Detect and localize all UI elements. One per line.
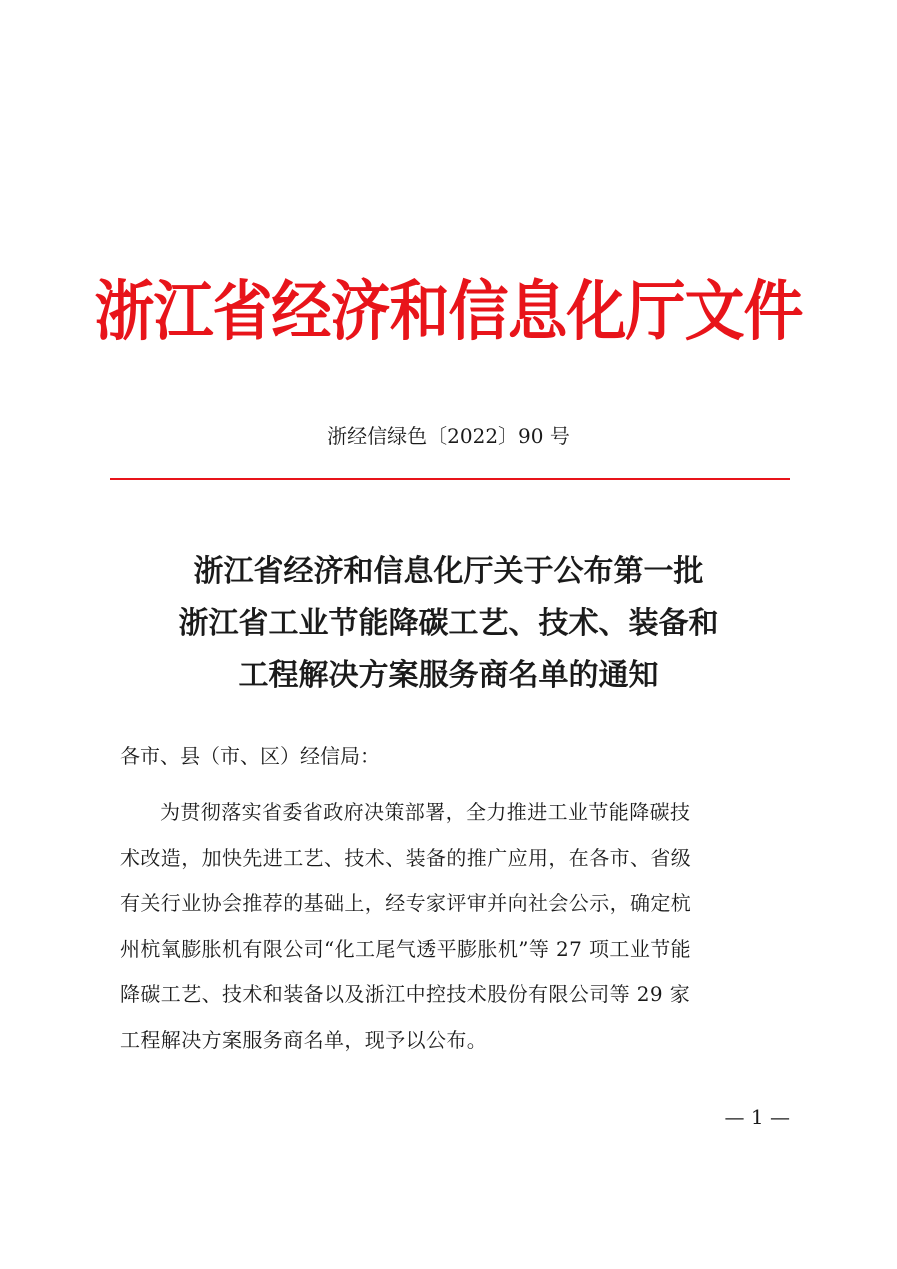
salutation: 各市、县（市、区）经信局： <box>120 744 380 768</box>
red-divider-rule <box>110 478 790 480</box>
document-title <box>0 546 897 702</box>
body-paragraph <box>120 790 790 1063</box>
title-line: 浙江省工业节能降碳工艺、技术、装备和 <box>178 606 719 641</box>
document-masthead: 浙江省经济和信息化厅文件 <box>94 274 803 350</box>
page-number: — 1 — <box>724 1105 790 1129</box>
body-line: 有关行业协会推荐的基础上，经专家评审并向社会公示，确定杭 <box>120 891 692 915</box>
body-line: 降碳工艺、技术和装备以及浙江中控技术股份有限公司等 29 家 <box>120 982 691 1006</box>
title-line: 工程解决方案服务商名单的通知 <box>238 658 659 693</box>
body-line: 为贯彻落实省委省政府决策部署，全力推进工业节能降碳技 <box>160 800 691 824</box>
document-number: 浙经信绿色〔2022〕90 号 <box>327 424 570 448</box>
title-line: 浙江省经济和信息化厅关于公布第一批 <box>193 554 704 589</box>
body-line: 术改造，加快先进工艺、技术、装备的推广应用，在各市、省级 <box>120 845 692 870</box>
body-line: 州杭氧膨胀机有限公司“化工尾气透平膨胀机”等 27 项工业节能 <box>120 936 692 961</box>
body-line: 工程解决方案服务商名单，现予以公布。 <box>120 1027 488 1052</box>
